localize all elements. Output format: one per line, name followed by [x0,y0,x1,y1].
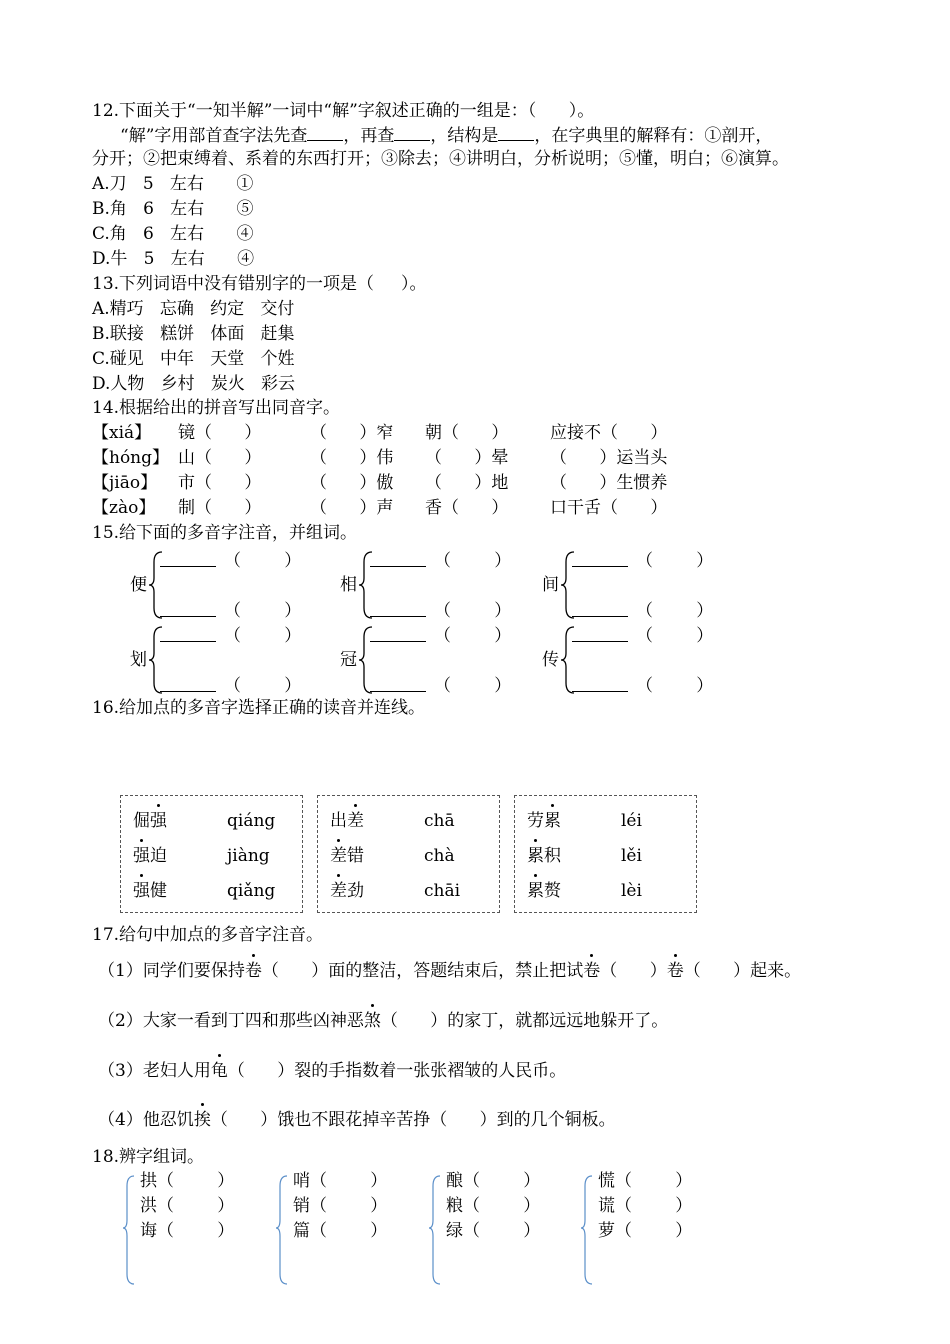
polyphone-char: 间 [542,575,559,595]
pinyin-label: 【jiāo】 [92,473,158,493]
homophone-blank[interactable]: （ ）生惯养 [550,473,668,493]
char-word-blank[interactable]: 慌（ ） [598,1171,693,1191]
word[interactable] [133,880,167,902]
answer-line[interactable] [160,552,216,567]
homophone-blank[interactable]: 香（ ） [425,498,509,518]
q13-option[interactable]: C.碰见 中年 天堂 个姓 [92,349,295,369]
word[interactable] [330,810,364,832]
q12-desc2: 分开；②把束缚着、系着的东西打开；③除去；④讲明白，分析说明；⑤懂，明白；⑥演算。 [92,149,789,169]
char: 错 [347,846,364,866]
q17-sentence-3[interactable]: （3）老妇人用龟（ ）裂的手指数着一张张褶皱的人民币。 [98,1061,567,1081]
pinyin-option[interactable]: léi [621,811,642,831]
char-word-blank[interactable]: 粮（ ） [446,1196,541,1216]
char-word-blank[interactable]: 洪（ ） [140,1196,235,1216]
homophone-blank[interactable]: （ ）地 [425,473,509,493]
blank[interactable] [394,124,430,141]
word[interactable] [133,845,167,867]
q13-option[interactable]: D.人物 乡村 炭火 彩云 [92,374,296,394]
char: 差 [330,846,347,866]
char: 健 [150,881,167,901]
brace-icon [122,1174,136,1286]
char: 倔 [133,811,150,831]
char: 劳 [527,811,544,831]
q13-option[interactable]: B.联接 糕饼 体面 赶集 [92,324,295,344]
pinyin-option[interactable]: chā [424,811,455,831]
char: 累 [527,846,544,866]
polyphone-char: 冠 [340,650,357,670]
q15-title: 15.给下面的多音字注音，并组词。 [92,523,358,543]
brace-icon [428,1174,442,1286]
homophone-blank[interactable]: （ ）伟 [310,448,394,468]
q12-option[interactable]: B.角 6 左右 ⑤ [92,199,254,219]
answer-line[interactable] [160,677,216,692]
pinyin-paren[interactable]: （ ） [636,551,714,571]
answer-line[interactable] [160,602,216,617]
q12-option[interactable]: D.牛 5 左右 ④ [92,249,255,269]
match-box [120,795,303,913]
q17-title: 17.给句中加点的多音字注音。 [92,925,324,945]
word[interactable] [330,880,364,902]
pinyin-option[interactable]: lèi [621,881,642,901]
polyphone-char: 划 [130,650,147,670]
polyphone-char: 传 [542,650,559,670]
q13-option[interactable]: A.精巧 忘确 约定 交付 [92,299,295,319]
polyphone-char: 便 [130,575,147,595]
char: 迫 [150,846,167,866]
pinyin-paren[interactable]: （ ） [434,626,512,646]
q12-desc: “解”字用部首查字法先查 ，再查 ，结构是 ，在字典里的解释有：①剖开， [120,126,773,146]
char: 赘 [544,881,561,901]
brace-icon [580,1174,594,1286]
word[interactable] [527,880,561,902]
char: 劲 [347,881,364,901]
pinyin-paren[interactable]: （ ） [636,626,714,646]
pinyin-paren[interactable]: （ ） [636,676,714,696]
char-word-blank[interactable]: 篇（ ） [293,1221,388,1241]
answer-line[interactable] [370,627,426,642]
word[interactable] [133,810,167,832]
pinyin-paren[interactable]: （ ） [224,551,302,571]
q12-option[interactable]: C.角 6 左右 ④ [92,224,254,244]
pinyin-label: 【xiá】 [92,423,152,443]
blank[interactable] [307,124,343,141]
q13-title: 13.下列词语中没有错别字的一项是（ ）。 [92,274,427,294]
char-word-blank[interactable]: 谎（ ） [598,1196,693,1216]
pinyin-paren[interactable]: （ ） [224,626,302,646]
homophone-blank[interactable]: （ ）晕 [425,448,509,468]
char-word-blank[interactable]: 哨（ ） [293,1171,388,1191]
char: 积 [544,846,561,866]
homophone-blank[interactable]: （ ）傲 [310,473,394,493]
homophone-blank[interactable]: 市（ ） [178,473,262,493]
char-word-blank[interactable]: 萝（ ） [598,1221,693,1241]
homophone-blank[interactable]: （ ）窄 [310,423,394,443]
answer-line[interactable] [160,627,216,642]
char-word-blank[interactable]: 销（ ） [293,1196,388,1216]
pinyin-label: 【zào】 [92,498,156,518]
q18-title: 18.辨字组词。 [92,1147,205,1167]
pinyin-option[interactable]: chāi [424,881,461,901]
match-box [514,795,697,913]
answer-line[interactable] [370,677,426,692]
q17-sentence-4[interactable]: （4）他忍饥挨（ ）饿也不跟花掉辛苦挣（ ）到的几个铜板。 [98,1110,616,1130]
q14-title: 14.根据给出的拼音写出同音字。 [92,398,341,418]
brace-icon [275,1174,289,1286]
word[interactable] [330,845,364,867]
answer-line[interactable] [572,677,628,692]
homophone-blank[interactable]: 朝（ ） [425,423,509,443]
pinyin-option[interactable]: qiáng [227,811,276,831]
pinyin-option[interactable]: jiàng [227,846,270,866]
char: 强 [133,881,150,901]
blank[interactable] [498,124,534,141]
char: 差 [330,881,347,901]
homophone-blank[interactable]: 山（ ） [178,448,262,468]
pinyin-paren[interactable]: （ ） [224,676,302,696]
char-word-blank[interactable]: 绿（ ） [446,1221,541,1241]
q12-title: 12.下面关于“一知半解”一词中“解”字叙述正确的一组是：（ ）。 [92,101,595,121]
char: 出 [330,811,347,831]
homophone-blank[interactable]: 制（ ） [178,498,262,518]
pinyin-paren[interactable]: （ ） [224,601,302,621]
word[interactable] [527,810,561,832]
answer-line[interactable] [572,602,628,617]
q17-sentence-1[interactable]: （1）同学们要保持卷（ ）面的整洁，答题结束后，禁止把试卷（ ）卷（ ）起来。 [98,961,802,981]
homophone-blank[interactable]: （ ）运当头 [550,448,668,468]
char-word-blank[interactable]: 诲（ ） [140,1221,235,1241]
char: 累 [544,811,561,831]
homophone-blank[interactable]: 口干舌（ ） [550,498,668,518]
char-word-blank[interactable]: 拱（ ） [140,1171,235,1191]
pinyin-paren[interactable]: （ ） [434,601,512,621]
pinyin-option[interactable]: chà [424,846,455,866]
q17-sentence-2[interactable]: （2）大家一看到丁四和那些凶神恶煞（ ）的家丁，就都远远地躲开了。 [98,1011,669,1031]
answer-line[interactable] [370,552,426,567]
answer-line[interactable] [370,602,426,617]
pinyin-label: 【hóng】 [92,448,170,468]
char: 强 [150,811,167,831]
q12-option[interactable]: A.刀 5 左右 ① [92,174,254,194]
homophone-blank[interactable]: （ ）声 [310,498,394,518]
homophone-blank[interactable]: 镜（ ） [178,423,262,443]
match-box [317,795,500,913]
pinyin-paren[interactable]: （ ） [434,551,512,571]
q16-title: 16.给加点的多音字选择正确的读音并连线。 [92,698,426,718]
homophone-blank[interactable]: 应接不（ ） [550,423,668,443]
char-word-blank[interactable]: 酿（ ） [446,1171,541,1191]
pinyin-option[interactable]: lěi [621,846,642,866]
pinyin-option[interactable]: qiǎng [227,881,276,901]
answer-line[interactable] [572,627,628,642]
pinyin-paren[interactable]: （ ） [434,676,512,696]
answer-line[interactable] [572,552,628,567]
char: 强 [133,846,150,866]
polyphone-char: 相 [340,575,357,595]
char: 累 [527,881,544,901]
word[interactable] [527,845,561,867]
pinyin-paren[interactable]: （ ） [636,601,714,621]
char: 差 [347,811,364,831]
